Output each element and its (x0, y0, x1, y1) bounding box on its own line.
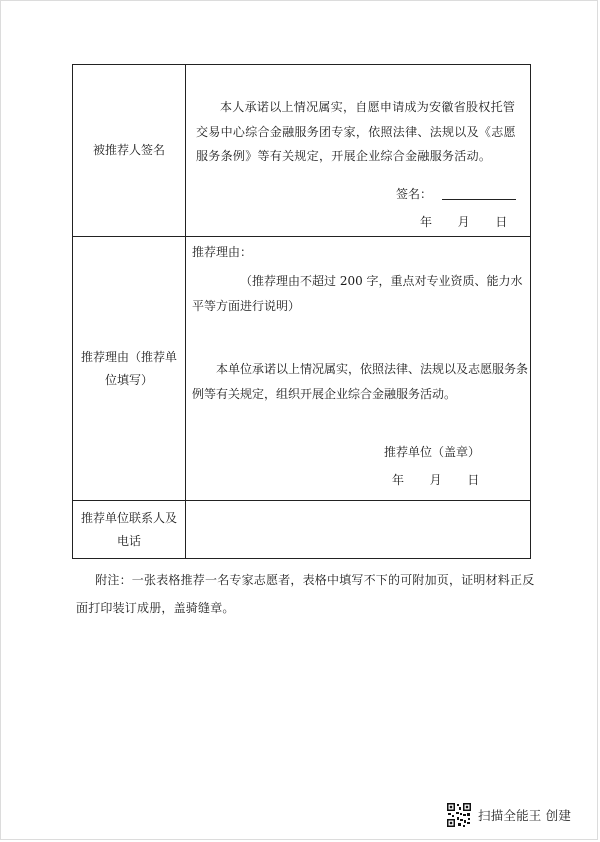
nominee-date: 年 月 日 (420, 215, 508, 229)
nominee-statement: 本人承诺以上情况属实，自愿申请成为安徽省股权托管交易中心综合金融服务团专家，依照法律、法规以及《志愿服务条例》等有关规定，开展企业综合金融服务活动。 (196, 100, 516, 164)
unit-promise: 本单位承诺以上情况属实，依照法律、法规以及志愿服务条例等有关规定，组织开展企业综合金融服务活动。 (192, 362, 529, 401)
unit-date: 年 月 日 (392, 473, 480, 487)
watermark-text: 扫描全能王 创建 (478, 808, 572, 823)
scanner-watermark (446, 802, 571, 828)
label-nominee-signature: 被推荐人签名 (73, 65, 186, 237)
cell-unit-contact[interactable] (186, 501, 531, 559)
cell-recommend-reason[interactable] (186, 237, 531, 501)
recommendation-form-table (72, 64, 531, 559)
table-row-contact (73, 501, 531, 559)
cell-nominee-statement (186, 65, 531, 237)
signature-underline (442, 189, 516, 200)
signature-field[interactable] (396, 183, 516, 206)
label-unit-contact: 推荐单位联系人及电话 (73, 501, 186, 559)
footnote: 附注：一张表格推荐一名专家志愿者，表格中填写不下的可附加页，证明材料正反面打印装订成册，盖骑缝章。 (76, 573, 535, 616)
signature-label: 签名： (396, 187, 433, 201)
reason-note: （推荐理由不超过 200 字，重点对专业资质、能力水平等方面进行说明） (192, 274, 523, 313)
reason-title: 推荐理由： (192, 245, 253, 259)
qr-code-icon (446, 802, 472, 828)
unit-seal-label: 推荐单位（盖章） (384, 445, 481, 459)
table-row-reason (73, 237, 531, 501)
label-recommend-reason: 推荐理由（推荐单位填写） (73, 237, 186, 501)
table-row-signature (73, 65, 531, 237)
